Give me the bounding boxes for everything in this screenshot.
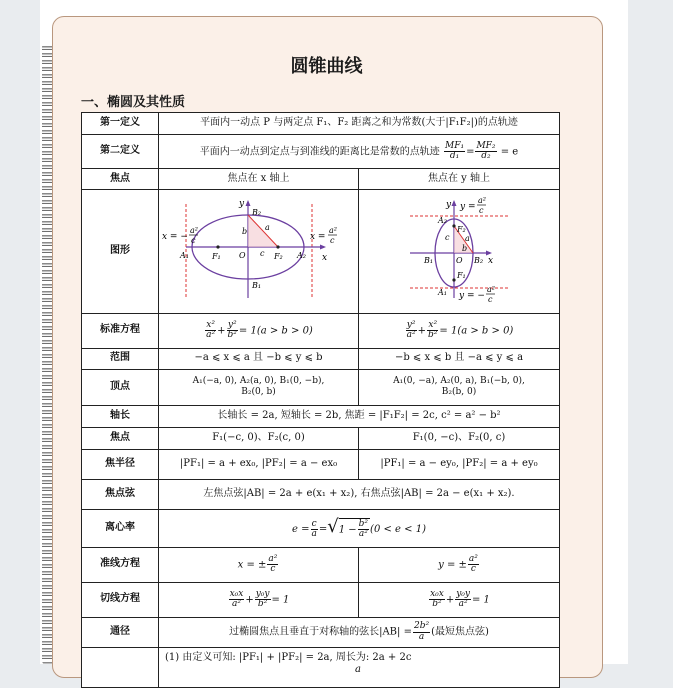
row-label: 焦半径: [82, 449, 159, 479]
focus-f2-label: F₂: [273, 252, 283, 261]
bottom-directrix-c: c: [487, 295, 492, 304]
vertical-ellipse-figure-cell: [359, 190, 560, 314]
vertex-b1-label: B₁: [251, 281, 261, 290]
row-standard-equation: [82, 313, 560, 348]
vertex-b2-label: B₂: [473, 256, 483, 265]
row-focus-position: [82, 169, 560, 190]
note-line-1: (1) 由定义可知: |PF₁| + |PF₂| = 2a, 周长为: 2a + 2c: [165, 651, 412, 663]
side-c-label: c: [444, 233, 449, 242]
range-y: −b ⩽ x ⩽ b 且 −a ⩽ y ⩽ a: [359, 348, 560, 369]
focus-on-y-axis: 焦点在 y 轴上: [359, 169, 560, 190]
y-axis-arrow: [451, 200, 456, 206]
second-definition-text: 平面内一动点到定点与到准线的距离比是常数的点轨迹: [199, 146, 440, 157]
row-foci: [82, 427, 560, 449]
page-title: 圆锥曲线: [290, 56, 363, 77]
ratio-tail: = e: [500, 146, 519, 157]
row-label: 范围: [82, 348, 159, 369]
row-label: 图形: [82, 190, 159, 314]
standard-equation-y: $\frac{\text{y²}}{\text{a²}}$ + $\frac{\text{x²}}{\text{b²}}$ = 1(a > b > 0): [359, 313, 560, 348]
y-axis-label: y: [445, 200, 451, 210]
row-figure: [82, 190, 560, 314]
x-axis-label: x: [487, 256, 493, 266]
row-label: 焦点: [82, 169, 159, 190]
side-c-label: c: [259, 249, 264, 258]
focus-f1-point: [216, 245, 219, 248]
row-axis-length: [82, 405, 560, 427]
left-directrix-c: c: [190, 236, 195, 245]
row-label: 离心率: [82, 509, 159, 547]
latus-rectum-text: 过椭圆焦点且垂直于对称轴的弦长|AB| = $\frac{\text{2b²}}{a}$ (最短焦点弦): [159, 617, 560, 647]
row-label: 通径: [82, 617, 159, 647]
top-directrix-c: c: [478, 206, 483, 215]
foci-x: F₁(−c, 0)、F₂(c, 0): [159, 427, 359, 449]
row-vertices: [82, 369, 560, 405]
side-a-label: a: [464, 234, 470, 243]
origin-label: O: [238, 251, 246, 260]
notes-cell: [159, 647, 560, 687]
row-first-definition: [82, 113, 560, 135]
top-directrix-label: y =: [459, 202, 475, 212]
vertical-ellipse-figure: [360, 190, 559, 308]
side-b-label: b: [461, 244, 467, 253]
row-label: 轴长: [82, 405, 159, 427]
right-directrix-c: c: [329, 236, 334, 245]
eccentricity-formula: e = $\frac{c}{a}$ =√1 − $\frac{\text{b²}}{\text{a²}}$ (0 < e < 1): [159, 509, 560, 547]
focus-f1-point: [452, 278, 455, 281]
range-x: −a ⩽ x ⩽ a 且 −b ⩽ y ⩽ b: [159, 348, 359, 369]
side-b-label: b: [241, 227, 247, 236]
row-focal-chord: [82, 479, 560, 509]
vertices-x: A₁(−a, 0), A₂(a, 0), B₁(0, −b), B₂(0, b): [159, 369, 359, 405]
ratio-mf1: $\frac{\text{MF₁}}{\text{d₁}}$: [444, 140, 465, 161]
origin-label: O: [455, 256, 463, 265]
first-definition-text: 平面内一动点 P 与两定点 F₁、F₂ 距离之和为常数(大于|F₁F₂|)的点轨迹: [159, 113, 560, 135]
second-definition-cell: 平面内一动点到定点与到准线的距离比是常数的点轨迹 $\frac{\text{MF₁}}{\text{d₁}}$ = $\frac{\text{MF₂}}{\text{d₂}}$ = e: [159, 135, 560, 169]
row-eccentricity: [82, 509, 560, 547]
left-directrix-a2: a²: [189, 226, 198, 235]
bottom-directrix-a2: a²: [486, 285, 495, 294]
tangent-x: $\frac{\text{x₀x}}{\text{a²}}$ + $\frac{\text{y₀y}}{\text{b²}}$ = 1: [159, 582, 359, 617]
x-axis-arrow: [486, 251, 492, 256]
y-axis-arrow: [245, 200, 250, 206]
row-latus-rectum: [82, 617, 560, 647]
left-directrix-label: x = −: [161, 232, 188, 242]
right-directrix-a2: a²: [328, 226, 337, 235]
row-notes: [82, 647, 560, 687]
vertex-a1-label: A₁: [179, 251, 189, 260]
x-axis-arrow: [320, 245, 326, 250]
row-label: 第一定义: [82, 113, 159, 135]
note-line-2: a: [355, 664, 361, 675]
vertex-b1-label: B₁: [423, 256, 433, 265]
row-label: 切线方程: [82, 582, 159, 617]
row-label: 焦点弦: [82, 479, 159, 509]
vertex-a1-label: A₁: [437, 288, 447, 297]
row-focal-radius: [82, 449, 560, 479]
focal-chord-text: 左焦点弦|AB| = 2a + e(x₁ + x₂), 右焦点弦|AB| = 2a − e(x₁ + x₂).: [159, 479, 560, 509]
focus-on-x-axis: 焦点在 x 轴上: [159, 169, 359, 190]
axis-length-text: 长轴长 = 2a, 短轴长 = 2b, 焦距 = |F₁F₂| = 2c, c² = a² − b²: [159, 405, 560, 427]
horizontal-ellipse-figure: [160, 190, 358, 308]
row-label: 标准方程: [82, 313, 159, 348]
standard-equation-x: $\frac{\text{x²}}{\text{a²}}$ + $\frac{\text{y²}}{\text{b²}}$ = 1(a > b > 0): [159, 313, 359, 348]
row-label: 顶点: [82, 369, 159, 405]
focus-f2-point: [276, 245, 279, 248]
right-directrix-label: x =: [309, 232, 325, 242]
y-axis-label: y: [238, 199, 244, 209]
row-label: 第二定义: [82, 135, 159, 169]
row-tangent: [82, 582, 560, 617]
directrix-x: x = ± $\frac{\text{a²}}{c}$: [159, 547, 359, 582]
horizontal-ellipse-figure-cell: [159, 190, 359, 314]
notes-label-cell: [82, 647, 159, 687]
focus-f1-label: F₁: [211, 252, 221, 261]
side-a-label: a: [264, 223, 270, 232]
focus-f2-label: F₂: [456, 225, 466, 234]
row-directrix: [82, 547, 560, 582]
ellipse-properties-table: [81, 112, 560, 688]
bottom-directrix-label: y = −: [458, 291, 485, 301]
foci-y: F₁(0, −c)、F₂(0, c): [359, 427, 560, 449]
row-label: 焦点: [82, 427, 159, 449]
x-axis-label: x: [321, 253, 327, 263]
ratio-mf2: $\frac{\text{MF₂}}{\text{d₂}}$: [476, 140, 496, 161]
section-heading: 一、椭圆及其性质: [81, 95, 186, 110]
focus-f1-label: F₁: [456, 271, 466, 280]
vertex-a2-label: A₂: [296, 251, 306, 260]
vertex-a2-label: A₂: [437, 216, 447, 225]
row-second-definition: [82, 135, 560, 169]
top-directrix-a2: a²: [477, 196, 486, 205]
tangent-y: $\frac{\text{x₀x}}{\text{b²}}$ + $\frac{\text{y₀y}}{\text{a²}}$ = 1: [359, 582, 560, 617]
focus-f2-point: [452, 224, 455, 227]
vertex-b2-label: B₂: [251, 208, 261, 217]
directrix-y: y = ± $\frac{\text{a²}}{c}$: [359, 547, 560, 582]
focal-radius-x: |PF₁| = a + ex₀, |PF₂| = a − ex₀: [159, 449, 359, 479]
vertices-y: A₁(0, −a), A₂(0, a), B₁(−b, 0), B₂(b, 0): [359, 369, 560, 405]
row-range: [82, 348, 560, 369]
focal-radius-y: |PF₁| = a − ey₀, |PF₂| = a + ey₀: [359, 449, 560, 479]
row-label: 准线方程: [82, 547, 159, 582]
